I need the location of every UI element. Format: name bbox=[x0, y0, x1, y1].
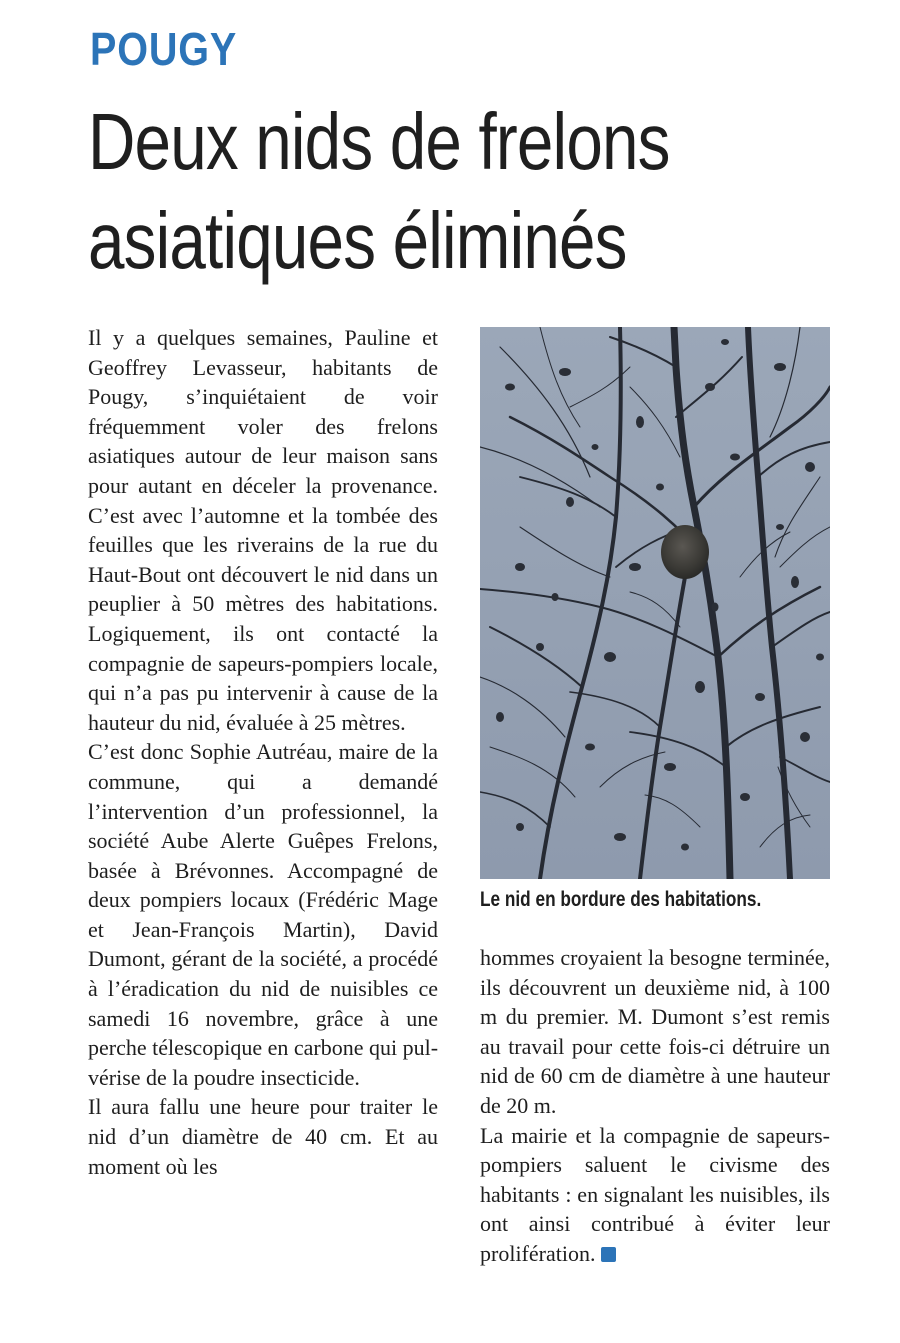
section-kicker: POUGY bbox=[90, 23, 238, 75]
body-paragraph-4: hommes croyaient la besogne terminée, ils découvrent un deuxième nid, à 100 m du premier. M. Dumont s’est remis au travail pour cette fois-ci détruire un nid de 60 cm de diamètre à une hauteur de 20 m. bbox=[480, 945, 830, 1118]
body-paragraph-2: C’est donc Sophie Autréau, maire de la commune, qui a demandé l’intervention d’un professionnel, la société Aube Alerte Guêpes Frelons, basée à Brévonnes. Accompagné de deux pompiers locaux (Frédéric Mage et Jean-François Martin), David Dumont, gérant de la société, a procédé à l’éradication du nid de nuisibles ce samedi 16 novembre, grâce à une perche télescopique en carbone qui pulvérise de la poudre insecticide. bbox=[88, 739, 439, 1090]
article-end-square-icon bbox=[601, 1247, 616, 1262]
body-paragraph-5-text: La mairie et la compagnie de sapeurs-pompiers saluent le civisme des habitants : en signalant les nuisibles, ils ont ainsi contribué à éviter leur prolifération. bbox=[480, 1122, 830, 1266]
body-paragraph-1: Il y a quelques semaines, Pauline et Geoffrey Levasseur, habitants de Pougy, s’inquiétaient de voir fréquemment voler des frelons asiatiques autour de leur maison sans pour autant en déceler la provenance. C’est avec l’automne et la tombée des feuilles que les riverains de la rue du Haut-Bout ont découvert le nid dans un peuplier à 50 mètres des habitations. Logiquement, ils ont contacté la compagnie de sapeurs-pompiers locale, qui n’a pas pu intervenir à cause de la hauteur du nid, évaluée à 25 mètres. bbox=[88, 325, 438, 735]
photo-caption: Le nid en bordure des habitations. bbox=[480, 888, 762, 911]
article-headline bbox=[88, 92, 900, 290]
article-body-right-column bbox=[480, 943, 830, 1269]
article-body-left-column bbox=[88, 323, 438, 1181]
tree-with-hornet-nest-photo bbox=[480, 327, 830, 879]
body-paragraph-5 bbox=[480, 1121, 830, 1269]
headline-line-2: asiatiques éliminés bbox=[88, 196, 627, 285]
headline-line-1: Deux nids de frelons bbox=[88, 97, 670, 186]
body-paragraph-3: Il aura fallu une heure pour traiter le nid d’un diamètre de 40 cm. Et au moment où les bbox=[88, 1094, 438, 1179]
